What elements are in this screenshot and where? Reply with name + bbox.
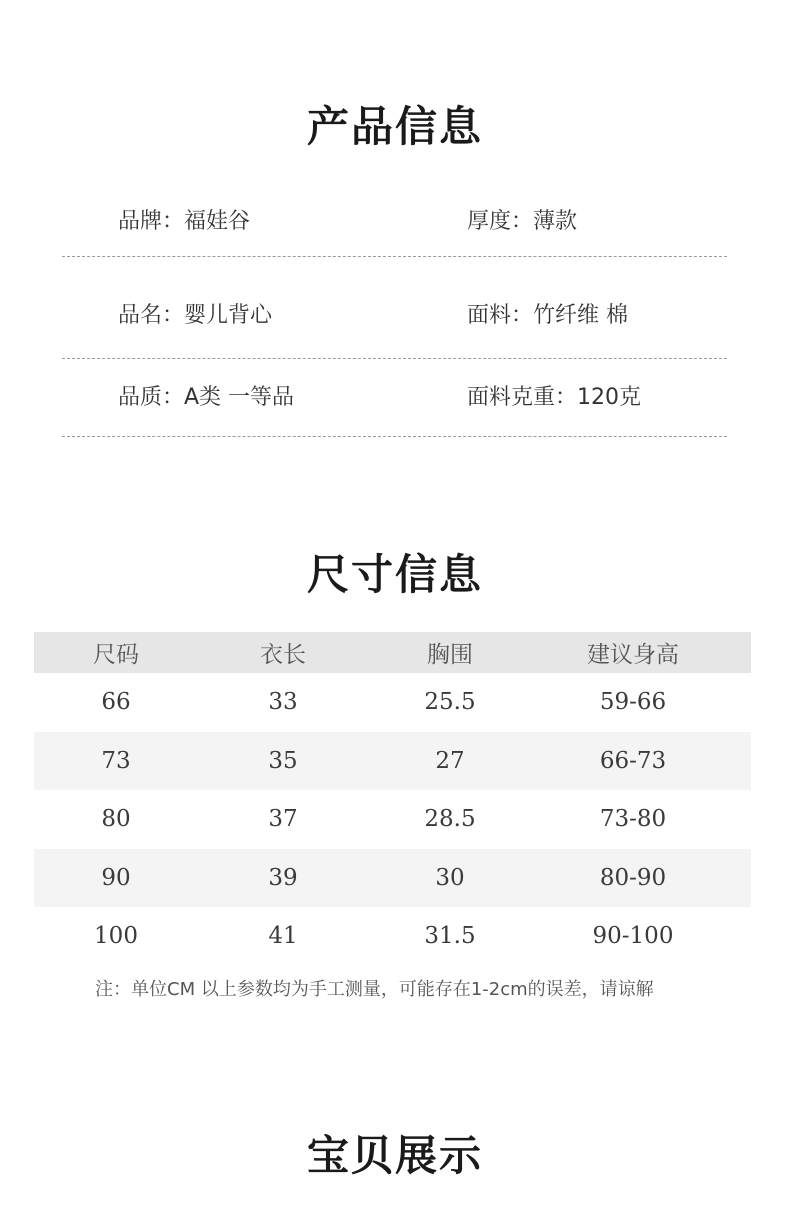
table-row	[34, 673, 751, 732]
table-header-row	[34, 632, 751, 673]
product-showcase-title: 宝贝展示	[306, 1131, 483, 1180]
cell-length: 33	[268, 689, 298, 716]
cell-length: 39	[268, 864, 298, 891]
product-info-title: 产品信息	[306, 102, 483, 151]
cell-chest: 31.5	[424, 923, 476, 950]
product-info-row	[0, 298, 790, 338]
cell-chest: 30	[435, 864, 465, 891]
product-info-row	[0, 204, 790, 244]
cell-height: 80-90	[599, 864, 667, 891]
header-length: 衣长	[260, 642, 306, 668]
cell-height: 73-80	[599, 806, 667, 833]
cell-chest: 28.5	[424, 806, 476, 833]
quality-text: 品质：A类 一等品	[118, 385, 295, 410]
cell-size: 100	[94, 923, 138, 950]
cell-size: 80	[101, 806, 131, 833]
cell-size: 73	[101, 747, 131, 774]
cell-length: 37	[268, 806, 298, 833]
table-row	[34, 732, 751, 791]
size-table	[34, 632, 751, 966]
dashed-divider	[62, 256, 727, 257]
cell-size: 90	[101, 864, 131, 891]
table-row	[34, 849, 751, 908]
table-row	[34, 907, 751, 966]
dashed-divider	[62, 358, 727, 359]
cell-height: 90-100	[592, 923, 674, 950]
header-height: 建议身高	[587, 642, 679, 668]
cell-size: 66	[101, 689, 131, 716]
cell-height: 59-66	[599, 689, 667, 716]
header-chest: 胸围	[427, 642, 473, 668]
table-row	[34, 790, 751, 849]
header-size: 尺码	[93, 642, 139, 668]
cell-chest: 27	[435, 747, 465, 774]
cell-length: 41	[268, 923, 298, 950]
dashed-divider	[62, 436, 727, 437]
product-name-text: 品名：婴儿背心	[118, 303, 273, 328]
product-info-row	[0, 380, 790, 420]
size-info-title: 尺寸信息	[306, 550, 483, 599]
cell-chest: 25.5	[424, 689, 476, 716]
cell-length: 35	[268, 747, 298, 774]
brand-text: 品牌：福娃谷	[118, 209, 251, 234]
measurement-note: 注：单位CM 以上参数均为手工测量，可能存在1-2cm的误差，请谅解	[95, 979, 654, 1000]
fabric-weight-text: 面料克重：120克	[467, 385, 641, 410]
fabric-text: 面料：竹纤维 棉	[467, 303, 628, 328]
cell-height: 66-73	[599, 747, 667, 774]
thickness-text: 厚度：薄款	[467, 209, 578, 234]
